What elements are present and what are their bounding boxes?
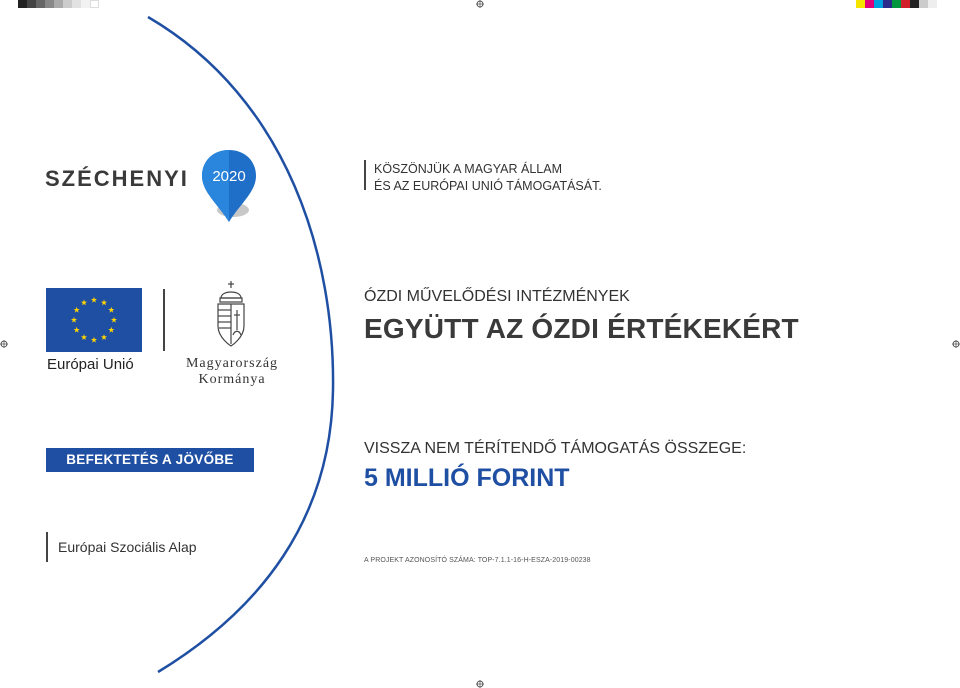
project-title: EGYÜTT AZ ÓZDI ÉRTÉKEKÉRT bbox=[364, 313, 799, 344]
amount-label: VISSZA NEM TÉRÍTENDŐ TÁMOGATÁS ÖSSZEGE: bbox=[364, 440, 747, 457]
hungarian-coat-of-arms-icon bbox=[213, 280, 249, 350]
eu-label: Európai Unió bbox=[47, 356, 134, 373]
szechenyi-wordmark: SZÉCHENYI bbox=[45, 166, 189, 191]
amount-value: 5 MILLIÓ FORINT bbox=[364, 464, 570, 492]
year-text: 2020 bbox=[212, 168, 246, 185]
project-id: A PROJEKT AZONOSÍTÓ SZÁMA: TOP-7.1.1-16-H-ESZA-2019-00238 bbox=[364, 557, 591, 564]
government-label-line2: Kormánya bbox=[198, 372, 266, 387]
thanks-line2: ÉS AZ EURÓPAI UNIÓ TÁMOGATÁSÁT. bbox=[374, 179, 602, 193]
government-label-line1: Magyarország bbox=[185, 356, 279, 371]
project-subtitle: ÓZDI MŰVELŐDÉSI INTÉZMÉNYEK bbox=[364, 288, 630, 305]
government-label bbox=[176, 356, 288, 388]
thanks-text bbox=[374, 161, 602, 195]
eu-flag-icon bbox=[46, 288, 142, 352]
investment-banner: BEFEKTETÉS A JÖVŐBE bbox=[46, 448, 254, 472]
divider bbox=[46, 532, 48, 562]
location-pin-icon bbox=[200, 148, 258, 226]
divider bbox=[163, 289, 165, 351]
esf-label: Európai Szociális Alap bbox=[58, 539, 197, 555]
divider bbox=[364, 160, 366, 190]
thanks-line1: KÖSZÖNJÜK A MAGYAR ÁLLAM bbox=[374, 162, 563, 176]
